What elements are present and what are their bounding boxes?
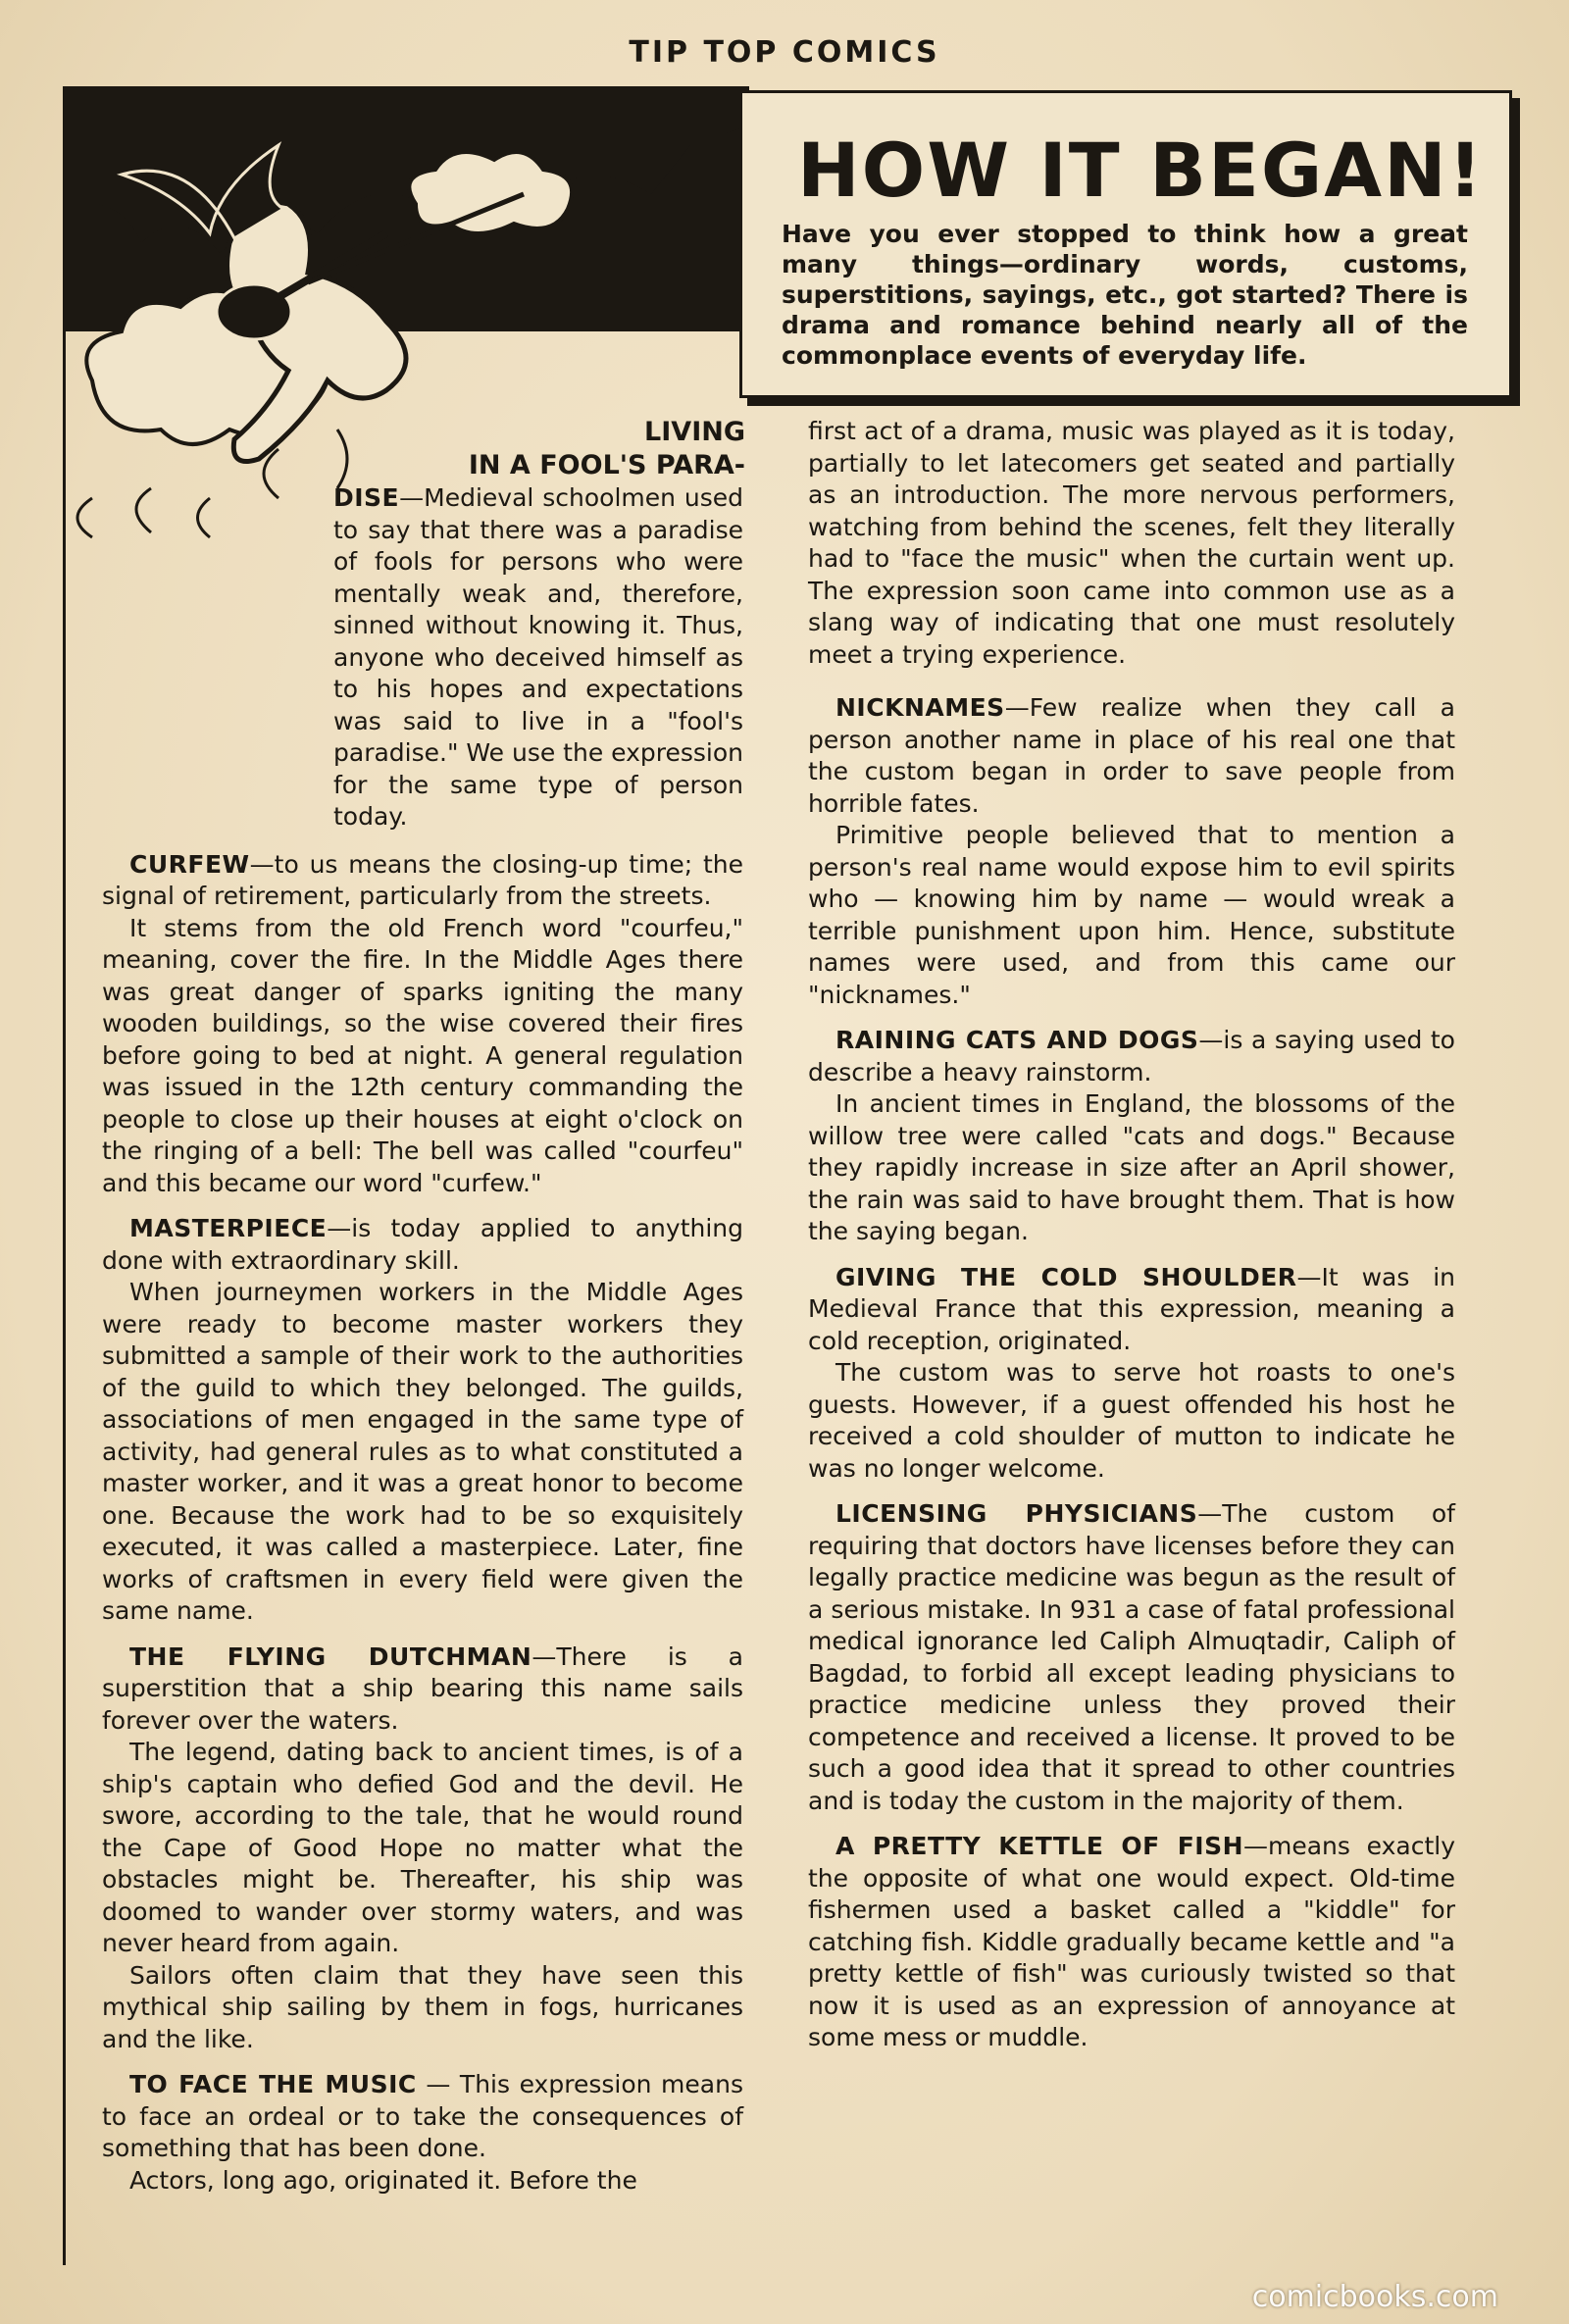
face-music-entry xyxy=(102,2069,743,2165)
flying-dutchman-entry xyxy=(102,1642,743,1738)
title-box xyxy=(739,90,1512,398)
face-music-continued: first act of a drama, music was played as it is today, partially to let latecomers get seated and partially as an introduction. The more nervous performers, watching from behind the scenes, felt they literally had to "face the music" when the curtain went up. The expression soon came into common use as a slang way of indicating that one must resolutely meet a trying experience. xyxy=(808,417,1455,669)
curfew-text-1: —to us means the closing-up time; the signal of retirement, particularly from the streets. xyxy=(102,849,743,910)
cats-dogs-text-1: —is a saying used to describe a heavy rainstorm. xyxy=(808,1026,1455,1086)
masterpiece-para-2: When journeymen workers in the Middle Ages were ready to become master workers they submitted a sample of their work to the authorities of the guild to which they belonged. The guilds, associations of men engaged in the same type of activity, had general rules as to what constituted a master worker, and it was a great honor to become one. Because the work had to be so exquisitely executed, it was called a masterpiece. Later, fine works of craftsmen in every field were given the same name. xyxy=(102,1278,743,1625)
flying-dutchman-head: THE FLYING DUTCHMAN xyxy=(129,1642,532,1671)
cats-dogs-para-2: In ancient times in England, the blossoms of the willow tree were called "cats and dogs." Because they rapidly increase in size after an April shower, the rain was said to have brought them. That is how the saying began. xyxy=(808,1089,1455,1245)
watermark: comicbooks.com xyxy=(1251,2280,1498,2314)
curfew-para-2: It stems from the old French word "courfeu," meaning, cover the fire. In the Middle Ages there was great danger of sparks igniting the many wooden buildings, so the wise covered their fires before going to bed at night. A general regulation was issued in the 12th century commanding the people to close up their houses at eight o'clock on the ringing of a bell: The bell was called "courfeu" and this became our word "curfew." xyxy=(102,913,743,1197)
left-column-rule xyxy=(63,324,66,2265)
fools-paradise-heading xyxy=(373,416,745,482)
face-music-text-1: — This expression means to face an ordeal or to take the consequences of something that has been done. xyxy=(102,2070,743,2162)
right-column xyxy=(808,416,1455,2068)
fools-paradise-text: —Medieval schoolmen used to say that there was a paradise of fools for persons who were mentally weak and, therefore, sinned without knowing it. Thus, anyone who deceived himself as to his hopes and expectations was said to live in a "fool's paradise." We use the expression for the same type of person today. xyxy=(333,483,744,831)
curfew-head: CURFEW xyxy=(129,849,250,879)
article-title: HOW IT BEGAN! xyxy=(797,126,1485,214)
cold-shoulder-para-2: The custom was to serve hot roasts to one's guests. However, if a guest offended his host he received a cold shoulder of mutton to indicate he was no longer welcome. xyxy=(808,1358,1455,1483)
intro-text: Have you ever stopped to think how a great many things—ordinary words, customs, superstitions, sayings, etc., got started? There is drama and romance behind nearly all of the commonplace events of everyday life. xyxy=(782,220,1468,370)
face-music-para-2: Actors, long ago, originated it. Before the xyxy=(129,2165,637,2195)
physicians-text-1: —The custom of requiring that doctors have licenses before they can legally practice medicine was begun as the result of a serious mistake. In 931 a case of fatal professional medical ignorance led Caliph Almuqtadir, Caliph of Bagdad, to forbid all except leading physicians to practice medicine unless they proved their competence and received a license. It proved to be such a good idea that it spread to other countries and is today the custom in the majority of them. xyxy=(808,1499,1455,1815)
fools-paradise-head: DISE xyxy=(333,483,400,512)
kettle-fish-head: A PRETTY KETTLE OF FISH xyxy=(835,1832,1243,1860)
masterpiece-entry xyxy=(102,1213,743,1277)
cats-dogs-head: RAINING CATS AND DOGS xyxy=(835,1026,1199,1054)
cold-shoulder-head: GIVING THE COLD SHOULDER xyxy=(835,1262,1297,1291)
cold-shoulder-entry xyxy=(808,1262,1455,1358)
cats-dogs-entry xyxy=(808,1025,1455,1088)
flying-dutchman-para-2: The legend, dating back to ancient times, is of a ship's captain who defied God and the devil. He swore, according to the tale, that he would round the Cape of Good Hope no matter what the obstacles might be. Thereafter, his ship was doomed to wander over stormy waters, and was never heard from again. xyxy=(102,1738,743,1957)
flying-dutchman-text-1: —There is a superstition that a ship bearing this name sails forever over the waters. xyxy=(102,1642,743,1735)
masterpiece-text-1: —is today applied to anything done with extraordinary skill. xyxy=(102,1214,743,1275)
heading-line-1: LIVING xyxy=(644,417,745,447)
kettle-fish-text-1: —means exactly the opposite of what one would expect. Old-time fishermen used a basket called a "kiddle" for catching fish. Kiddle gradually became kettle and "a pretty kettle of fish" was curiously twisted so that now it is used as an expression of annoyance at some mess or muddle. xyxy=(808,1832,1455,2051)
cold-shoulder-text-1: —It was in Medieval France that this expression, meaning a cold reception, originated. xyxy=(808,1262,1455,1355)
nicknames-entry xyxy=(808,692,1455,820)
nicknames-head: NICKNAMES xyxy=(835,693,1005,722)
heading-line-2: IN A FOOL'S PARA- xyxy=(468,450,745,480)
nicknames-text-1: —Few realize when they call a person another name in place of his real one that the custom began in order to save people from horrible fates. xyxy=(808,693,1455,818)
face-music-head: TO FACE THE MUSIC xyxy=(129,2070,417,2098)
left-column xyxy=(102,482,743,2210)
physicians-entry xyxy=(808,1498,1455,1817)
curfew-entry xyxy=(102,849,743,913)
masterpiece-head: MASTERPIECE xyxy=(129,1214,328,1242)
kettle-fish-entry xyxy=(808,1831,1455,2054)
fools-paradise-entry xyxy=(102,482,743,834)
physicians-head: LICENSING PHYSICIANS xyxy=(835,1499,1198,1528)
page-header: TIP TOP COMICS xyxy=(629,35,940,70)
flying-dutchman-para-3: Sailors often claim that they have seen this mythical ship sailing by them in fogs, hurricanes and the like. xyxy=(102,1960,743,2053)
nicknames-para-2: Primitive people believed that to mention a person's real name would expose him to evil spirits who — knowing him by name — would wreak a terrible punishment upon him. Hence, substitute names were used, and from this came our "nicknames." xyxy=(808,821,1455,1009)
